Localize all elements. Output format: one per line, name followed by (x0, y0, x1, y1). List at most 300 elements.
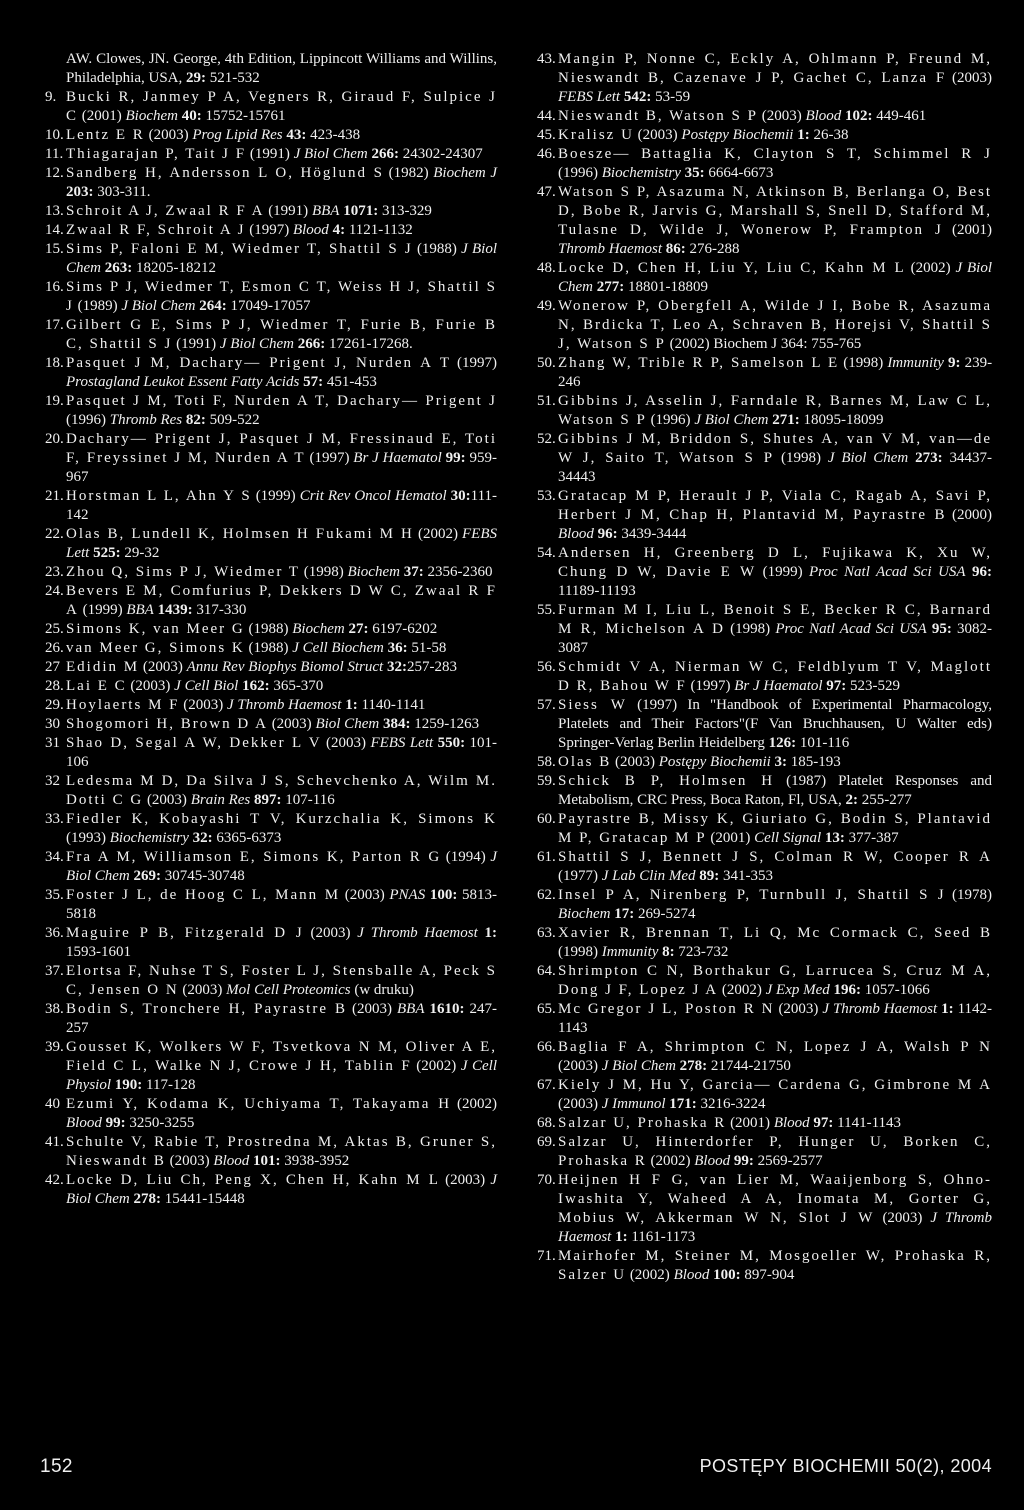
reference-year: (1997) In "Handbook of Experimental Pharmacology, Platelets and Their Factors"(F Van Bruchhausen, U Walter eds) Springer-Verlag Berlin Heidelberg (558, 697, 992, 751)
reference-journal: Annu Rev Biophys Biomol Struct (186, 659, 384, 675)
reference-20 (45, 430, 497, 487)
reference-number: 18. (45, 355, 64, 371)
reference-year: (2003) (778, 1001, 819, 1017)
reference-54 (537, 544, 992, 601)
reference-pages: 255-277 (861, 792, 912, 808)
reference-pages: 451-453 (326, 374, 377, 390)
reference-71 (537, 1247, 992, 1285)
reference-year: (2003) (558, 1096, 598, 1112)
reference-volume: 269: (133, 868, 161, 884)
reference-year: (1987) Platelet Responses and Metabolism, CRC Press, Boca Raton, Fl, USA, (558, 773, 993, 808)
reference-number: 53. (537, 488, 556, 504)
reference-journal: J Thromb Haemost (822, 1001, 938, 1017)
reference-year: (2003) (558, 1058, 598, 1074)
reference-authors: Kiely J M, Hu Y, Garcia— Cardena G, Gimbrone M A (558, 1077, 992, 1093)
reference-volume: 99: (445, 450, 466, 466)
reference-19 (45, 392, 497, 430)
reference-pages: 449-461 (876, 108, 927, 124)
reference-number: 21. (45, 488, 64, 504)
reference-year: (2003) (326, 735, 367, 751)
reference-authors: Salzar U, Hinterdorfer P, Hunger U, Borken C, Prohaska R (558, 1134, 992, 1169)
reference-number: 60. (537, 811, 556, 827)
reference-year: (2002) (417, 526, 458, 542)
reference-pages: 423-438 (310, 127, 361, 143)
reference-40 (45, 1095, 497, 1133)
reference-36 (45, 924, 497, 962)
reference-journal: Biochem (558, 906, 611, 922)
reference-journal: J Lab Clin Med (601, 868, 696, 884)
reference-pages: 1121-1132 (348, 222, 413, 238)
reference-volume: 266: (297, 336, 326, 352)
reference-volume: 36: (387, 640, 408, 656)
reference-year: (2003) (183, 697, 224, 713)
reference-volume: 525: (93, 545, 121, 561)
reference-pages: 239-246 (558, 355, 993, 390)
reference-pages: 107-116 (285, 792, 335, 808)
reference-authors: Bevers E M, Comfurius P, Dekkers D W C, Zwaal R F A (66, 583, 497, 618)
reference-volume: 4: (332, 222, 346, 238)
reference-year: (2003) (615, 754, 655, 770)
reference-pages: 17261-17268. (329, 336, 413, 352)
reference-journal: Biochem J (433, 165, 498, 181)
reference-authors: Salzar U, Prohaska R (558, 1115, 727, 1131)
reference-authors: Zhang W, Trible R P, Samelson L E (558, 355, 840, 371)
reference-authors: Lentz E R (66, 127, 145, 143)
reference-journal: Thromb Res (109, 412, 183, 428)
reference-pages: 117-128 (146, 1077, 196, 1093)
reference-year: (2003) (130, 678, 171, 694)
reference-volume: 32: (192, 830, 213, 846)
reference-journal: Proc Natl Acad Sci USA (809, 564, 966, 580)
reference-volume: 100: (713, 1267, 741, 1283)
reference-pages: 723-732 (678, 944, 729, 960)
reference-year: (1999) (255, 488, 296, 504)
reference-volume: 101: (253, 1153, 281, 1169)
reference-journal: Biochemistry (109, 830, 189, 846)
reference-69 (537, 1133, 992, 1171)
reference-year: (2001) (730, 1115, 771, 1131)
reference-pages: 1140-1141 (361, 697, 426, 713)
reference-pages: 18095-18099 (803, 412, 884, 428)
reference-authors: Thiagarajan P, Tait J F (66, 146, 247, 162)
reference-number: 20. (45, 431, 64, 447)
reference-volume: 9: (948, 355, 961, 371)
reference-year: (2003) (344, 887, 385, 903)
reference-pages: 2356-2360 (427, 564, 493, 580)
reference-number: 66. (537, 1039, 556, 1055)
reference-22 (45, 525, 497, 563)
reference-volume: 100: (429, 887, 458, 903)
reference-journal: J Biol Chem (293, 146, 368, 162)
reference-10 (45, 126, 497, 145)
journal-footer: POSTĘPY BIOCHEMII 50(2), 2004 (699, 1456, 992, 1476)
reference-journal: BBA (126, 602, 154, 618)
reference-pages: 18801-18809 (628, 279, 708, 295)
reference-pages: 1142-1143 (558, 1001, 993, 1036)
reference-year: (1988) (416, 241, 457, 257)
reference-37 (45, 962, 497, 1000)
reference-journal: Br J Haematol (734, 678, 823, 694)
reference-journal: J Cell Biol (174, 678, 239, 694)
reference-number: 34. (45, 849, 64, 865)
reference-24 (45, 582, 497, 620)
reference-pages: 26-38 (813, 127, 849, 143)
reference-year: (1978) (952, 887, 993, 903)
reference-year: (1996) (650, 412, 691, 428)
reference-pages: 24302-24307 (402, 146, 483, 162)
reference-number: 23. (45, 564, 64, 580)
reference-volume: 384: (382, 716, 411, 732)
reference-journal: Cell Signal (754, 830, 822, 846)
reference-pages: 17049-17057 (230, 298, 311, 314)
reference-authors: Foster J L, de Hoog C L, Mann M (66, 887, 341, 903)
reference-volume: 96: (972, 564, 993, 580)
reference-authors: Horstman L L, Ahn Y S (66, 488, 252, 504)
reference-year: (2003) (146, 792, 187, 808)
reference-25 (45, 620, 497, 639)
reference-63 (537, 924, 992, 962)
reference-year: (2002) Biochem J 364: 755-765 (669, 336, 862, 352)
reference-year: (1998) (558, 944, 598, 960)
reference-volume: 89: (699, 868, 720, 884)
reference-number: 40 (45, 1096, 60, 1112)
reference-authors: Fiedler K, Kobayashi T V, Kurzchalia K, Simons K (66, 811, 497, 827)
reference-number: 12. (45, 165, 64, 181)
reference-journal: J Biol Chem (66, 241, 498, 276)
reference-pages: 276-288 (689, 241, 740, 257)
reference-journal: Mol Cell Proteomics (226, 982, 351, 998)
reference-authors: Gilbert G E, Sims P J, Wiedmer T, Furie B, Furie B C, Shattil S J (66, 317, 497, 352)
reference-year: (1988) (248, 640, 289, 656)
reference-43 (537, 50, 992, 107)
reference-pages: 3439-3444 (621, 526, 687, 542)
reference-21 (45, 487, 497, 525)
reference-pages: 509-522 (209, 412, 260, 428)
reference-number: 43. (537, 51, 556, 67)
reference-volume: 196: (833, 982, 862, 998)
reference-volume: 29: (186, 70, 206, 86)
reference-number: 70. (537, 1172, 556, 1188)
reference-15 (45, 240, 497, 278)
reference-journal: Biochemistry (601, 165, 681, 181)
reference-number: 25. (45, 621, 64, 637)
reference-authors: Gibbins J, Asselin J, Farndale R, Barnes M, Law C L, Watson S P (558, 393, 992, 428)
reference-pages: 257-283 (406, 659, 457, 675)
reference-pages: 341-353 (723, 868, 773, 884)
reference-volume: 1: (797, 127, 810, 143)
reference-authors: Boesze— Battaglia K, Clayton S T, Schimmel R J (558, 146, 992, 162)
reference-volume: 263: (104, 260, 133, 276)
reference-authors: Elortsa F, Nuhse T S, Foster L J, Stensballe A, Peck S C, Jensen O N (66, 963, 497, 998)
reference-authors: Olas B (558, 754, 612, 770)
reference-authors: Simons K, van Meer G (66, 621, 245, 637)
reference-journal: J Biol Chem (66, 849, 498, 884)
reference-journal: Crit Rev Oncol Hematol (299, 488, 447, 504)
reference-authors: Kralisz U (558, 127, 634, 143)
reference-number: 49. (537, 298, 556, 314)
reference-authors: Zhou Q, Sims P J, Wiedmer T (66, 564, 300, 580)
reference-volume: 897: (254, 792, 282, 808)
reference-journal: J Biol Chem (558, 260, 993, 295)
reference-volume: 1: (345, 697, 358, 713)
reference-number: 69. (537, 1134, 556, 1150)
reference-year: (1997) (309, 450, 350, 466)
reference-number: 39. (45, 1039, 64, 1055)
reference-year: (1997) (690, 678, 731, 694)
reference-authors: Sims P, Faloni E M, Wiedmer T, Shattil S J (66, 241, 413, 257)
reference-journal: Prostagland Leukot Essent Fatty Acids (66, 374, 300, 390)
reference-year: (1991) (268, 203, 309, 219)
reference-authors: Schmidt V A, Nierman W C, Feldblyum T V, Maglott D R, Bahou W F (558, 659, 992, 694)
reference-continuation (45, 50, 497, 88)
reference-42 (45, 1171, 497, 1209)
reference-journal: Blood (558, 526, 594, 542)
reference-journal: Thromb Haemost (558, 241, 663, 257)
reference-journal: FEBS Lett (558, 89, 621, 105)
reference-61 (537, 848, 992, 886)
reference-journal: Blood (773, 1115, 810, 1131)
reference-year: (2003) (445, 1172, 486, 1188)
reference-number: 29. (45, 697, 64, 713)
reference-pages: 3938-3952 (284, 1153, 350, 1169)
reference-volume: 30: (450, 488, 471, 504)
reference-27 (45, 658, 497, 677)
reference-pages: 3216-3224 (700, 1096, 766, 1112)
reference-authors: Heijnen H F G, van Lier M, Waaijenborg S, Ohno-Iwashita Y, Waheed A A, Inomata M, Gorter G, Mobius W, Akkerman W N, Slot J W (558, 1172, 992, 1226)
reference-year: (1996) (66, 412, 106, 428)
reference-59 (537, 772, 992, 810)
reference-volume: 82: (185, 412, 206, 428)
reference-pages: 51-58 (411, 640, 447, 656)
reference-journal: J Thromb Haemost (357, 925, 478, 941)
reference-year: (1999) (82, 602, 123, 618)
reference-23 (45, 563, 497, 582)
reference-pages: 34437-34443 (558, 450, 993, 485)
page-number: 152 (40, 1456, 73, 1477)
reference-journal: Br J Haematol (353, 450, 442, 466)
reference-journal: Blood (805, 108, 842, 124)
reference-authors: Bucki R, Janmey P A, Vegners R, Giraud F, Sulpice J C (66, 89, 497, 124)
reference-number: 50. (537, 355, 556, 371)
reference-authors: Gousset K, Wolkers W F, Tsvetkova N M, Oliver A E, Field C L, Walke N J, Crowe J H, Tablin F (66, 1039, 497, 1074)
reference-authors: Sandberg H, Andersson L O, Höglund S (66, 165, 385, 181)
reference-volume: 8: (662, 944, 675, 960)
reference-50 (537, 354, 992, 392)
reference-volume: 3: (774, 754, 788, 770)
reference-11 (45, 145, 497, 164)
reference-12 (45, 164, 497, 202)
reference-pages: 11189-11193 (558, 583, 636, 599)
reference-year: (2003) (142, 659, 183, 675)
reference-authors: Xavier R, Brennan T, Li Q, Mc Cormack C, Seed B (558, 925, 992, 941)
reference-journal: FEBS Lett (66, 526, 498, 561)
reference-31 (45, 734, 497, 772)
reference-number: 64. (537, 963, 556, 979)
reference-13 (45, 202, 497, 221)
reference-pages: 53-59 (655, 89, 691, 105)
reference-number: 35. (45, 887, 64, 903)
reference-year: (2003) (310, 925, 351, 941)
reference-number: 30 (45, 716, 60, 732)
reference-56 (537, 658, 992, 696)
reference-journal: J Biol Chem (66, 1172, 498, 1207)
reference-41 (45, 1133, 497, 1171)
reference-number: 56. (537, 659, 556, 675)
reference-57 (537, 696, 992, 753)
reference-65 (537, 1000, 992, 1038)
reference-authors: Ledesma M D, Da Silva J S, Schevchenko A, Wilm M. Dotti C G (66, 773, 497, 808)
reference-journal: J Cell Physiol (66, 1058, 497, 1093)
reference-year: (1977) (558, 868, 598, 884)
reference-number: 24. (45, 583, 64, 599)
reference-number: 37. (45, 963, 64, 979)
reference-number: 68. (537, 1115, 556, 1131)
reference-journal: Biochem (125, 108, 178, 124)
reference-number: 51. (537, 393, 556, 409)
reference-journal: Blood (292, 222, 329, 238)
reference-journal: Blood (673, 1267, 710, 1283)
reference-pages: 101-116 (799, 735, 850, 751)
reference-pages: 247-257 (66, 1001, 497, 1036)
reference-authors: Insel P A, Nirenberg P, Turnbull J, Shattil S J (558, 887, 946, 903)
reference-authors: Schulte V, Rabie T, Prostredna M, Aktas B, Gruner S, Nieswandt B (66, 1134, 497, 1169)
reference-volume: 126: (768, 735, 797, 751)
reference-authors: Sims P J, Wiedmer T, Esmon C T, Weiss H J, Shattil S J (66, 279, 497, 314)
reference-authors: Lai E C (66, 678, 127, 694)
reference-volume: 27: (348, 621, 369, 637)
reference-volume: 1439: (157, 602, 193, 618)
reference-year: (1998) (843, 355, 884, 371)
reference-journal: Prog Lipid Res (192, 127, 283, 143)
reference-year: (1982) (388, 165, 429, 181)
reference-volume: 162: (242, 678, 270, 694)
reference-18 (45, 354, 497, 392)
reference-14 (45, 221, 497, 240)
reference-number: 52. (537, 431, 556, 447)
reference-year: (2001) (952, 222, 992, 238)
reference-number: 45. (537, 127, 556, 143)
reference-volume: 99: (105, 1115, 126, 1131)
reference-year: (1996) (558, 165, 598, 181)
reference-pages: 897-904 (744, 1267, 795, 1283)
reference-pages: 185-193 (790, 754, 841, 770)
reference-year: (2002) (650, 1153, 691, 1169)
reference-62 (537, 886, 992, 924)
reference-authors: Zwaal R F, Schroit A J (66, 222, 246, 238)
reference-volume: 278: (133, 1191, 161, 1207)
reference-journal: Immunity (601, 944, 659, 960)
reference-year: (2002) (629, 1267, 670, 1283)
reference-number: 11. (45, 146, 64, 162)
reference-authors: Gibbins J M, Briddon S, Shutes A, van V M, van—de W J, Saito T, Watson S P (558, 431, 992, 466)
reference-year: (2003) (182, 982, 223, 998)
reference-volume: 273: (915, 450, 943, 466)
reference-year: (1991) (176, 336, 217, 352)
reference-volume: 277: (596, 279, 625, 295)
reference-year: (1991) (249, 146, 290, 162)
reference-number: 15. (45, 241, 64, 257)
reference-authors: Shao D, Segal A W, Dekker L V (66, 735, 322, 751)
reference-pages: 30745-30748 (164, 868, 245, 884)
reference-number: 9. (45, 89, 57, 105)
reference-48 (537, 259, 992, 297)
reference-authors: Locke D, Liu Ch, Peng X, Chen H, Kahn M L (66, 1172, 440, 1188)
reference-authors: Payrastre B, Missy K, Giuriato G, Bodin S, Plantavid M P, Gratacap M P (558, 811, 992, 846)
reference-number: 71. (537, 1248, 556, 1264)
reference-64 (537, 962, 992, 1000)
reference-journal: J Biol Chem (219, 336, 295, 352)
reference-pages: 1593-1601 (66, 944, 131, 960)
reference-year: (2000) (952, 507, 992, 523)
reference-volume: 97: (826, 678, 847, 694)
reference-45 (537, 126, 992, 145)
reference-38 (45, 1000, 497, 1038)
reference-33 (45, 810, 497, 848)
reference-journal: Biol Chem (315, 716, 380, 732)
reference-number: 32 (45, 773, 60, 789)
reference-pages: 21744-21750 (710, 1058, 791, 1074)
reference-volume: 2: (845, 792, 859, 808)
reference-year: (2003) (148, 127, 189, 143)
reference-pages: 3082-3087 (558, 621, 993, 656)
reference-year: (2002) (721, 982, 762, 998)
reference-number: 58. (537, 754, 556, 770)
reference-pages: 29-32 (124, 545, 160, 561)
reference-journal: Blood (694, 1153, 731, 1169)
reference-volume: 203: (66, 184, 94, 200)
reference-volume: 190: (114, 1077, 143, 1093)
reference-47 (537, 183, 992, 259)
reference-32 (45, 772, 497, 810)
reference-pages: 1161-1173 (631, 1229, 696, 1245)
reference-number: 16. (45, 279, 64, 295)
reference-29 (45, 696, 497, 715)
reference-66 (537, 1038, 992, 1076)
reference-volume: 96: (597, 526, 618, 542)
reference-journal: J Immunol (601, 1096, 666, 1112)
reference-journal: Brain Res (190, 792, 251, 808)
reference-pages: 101-106 (66, 735, 498, 770)
reference-authors: Edidin M (66, 659, 140, 675)
reference-9 (45, 88, 497, 126)
reference-pages: 6664-6673 (708, 165, 774, 181)
reference-number: 31 (45, 735, 60, 751)
reference-journal: Postępy Biochemii (681, 127, 794, 143)
reference-authors: Pasquet J M, Toti F, Nurden A T, Dachary— Prigent J (66, 393, 497, 409)
reference-volume: 1610: (429, 1001, 465, 1017)
reference-year: AW. Clowes, JN. George, 4th Edition, Lippincott Williams and Willins, Philadelphia, USA, (66, 51, 497, 86)
reference-journal: J Biol Chem (601, 1058, 676, 1074)
reference-authors: Furman M I, Liu L, Benoit S E, Becker R C, Barnard M R, Michelson A D (558, 602, 992, 637)
reference-number: 48. (537, 260, 556, 276)
reference-journal: Proc Natl Acad Sci USA (775, 621, 927, 637)
reference-authors: Shattil S J, Bennett J S, Colman R W, Cooper R A (558, 849, 992, 865)
reference-journal: FEBS Lett (370, 735, 434, 751)
reference-year: (2002) (457, 1096, 497, 1112)
reference-journal: J Thromb Haemost (558, 1210, 992, 1245)
reference-authors: Baglia F A, Shrimpton C N, Lopez J A, Walsh P N (558, 1039, 992, 1055)
reference-year: (1998) (303, 564, 344, 580)
reference-year: (1997) (249, 222, 290, 238)
reference-authors: Maguire P B, Fitzgerald D J (66, 925, 304, 941)
reference-year: (1998) (730, 621, 771, 637)
reference-pages: 5813-5818 (66, 887, 498, 922)
reference-authors: Gratacap M P, Herault J P, Viala C, Ragab A, Savi P, Herbert J M, Chap H, Plantavid M, Payrastre B (558, 488, 992, 523)
reference-39 (45, 1038, 497, 1095)
reference-pages: 1259-1263 (414, 716, 480, 732)
right-column (537, 50, 992, 1285)
reference-journal: Immunity (887, 355, 944, 371)
